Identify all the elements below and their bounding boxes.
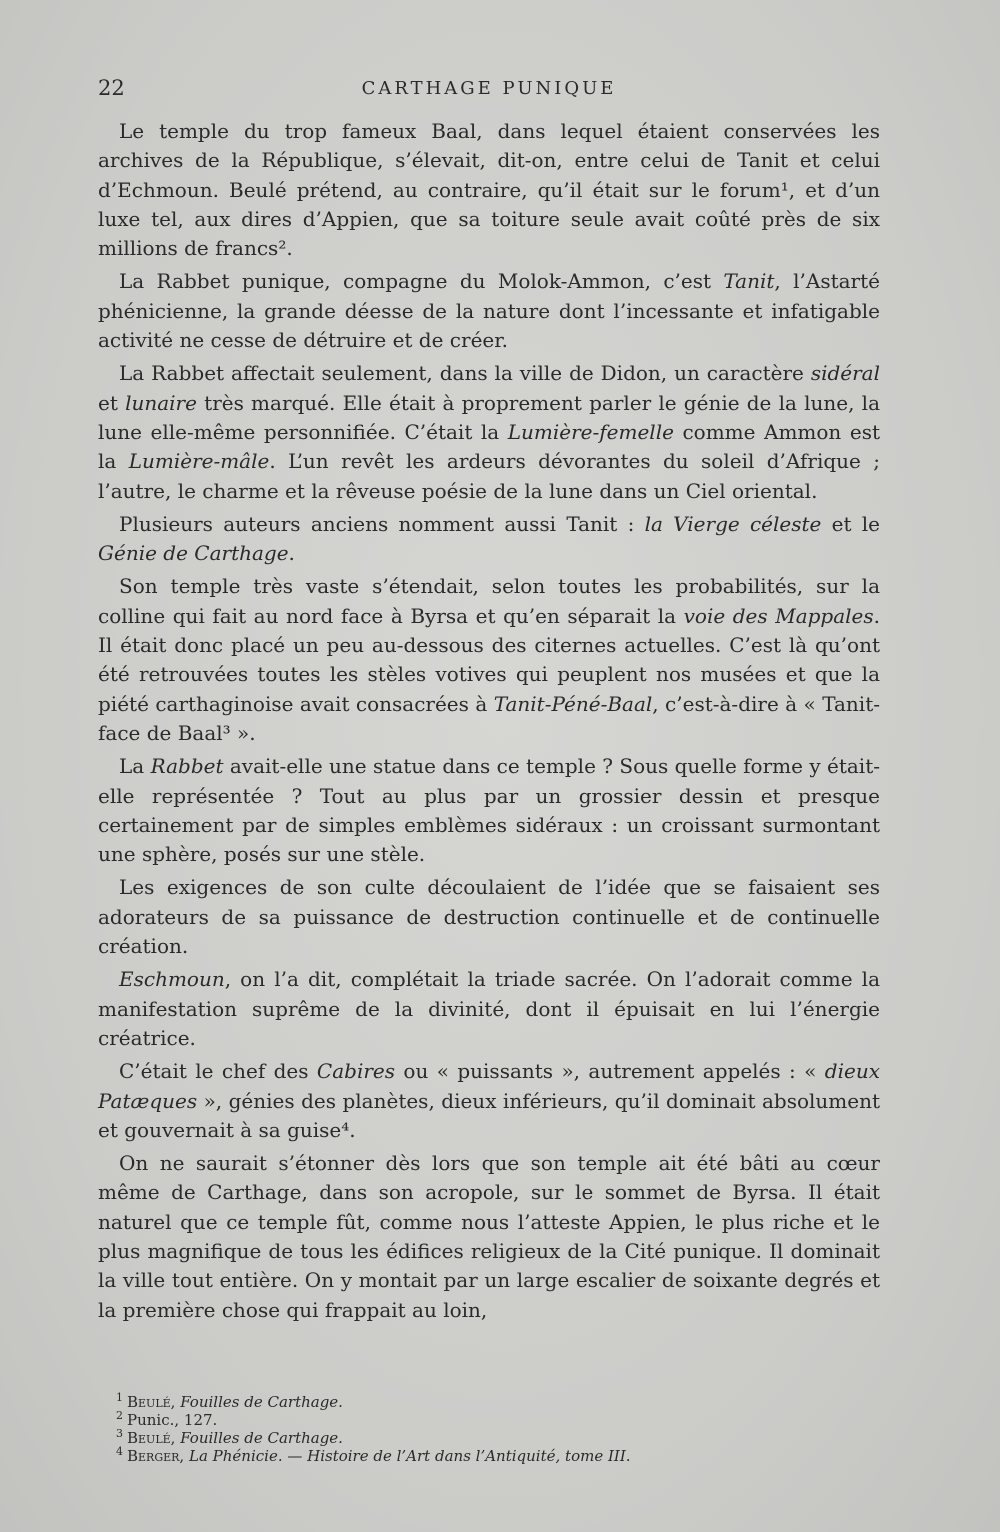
paragraph: Son temple très vaste s’étendait, selon toutes les probabilités, sur la colline qui fait au nord face à Byrsa et qu’en séparait la voie des Mappales. Il était donc placé un peu au-dessous des citernes actuelles. C’est là qu’ont été retrouvées toutes les stèles votives qui peuplent nos musées et que la piété carthaginoise avait consacrées à Tanit-Péné-Baal, c’est-à-dire à « Tanit-face de Baal³ ».	[98, 574, 881, 745]
paragraph: On ne saurait s’étonner dès lors que son temple ait été bâti au cœur même de Carthage, dans son acropole, sur le sommet de Byrsa. Il était naturel que ce temple fût, comme nous l’atteste Appien, le plus riche et le plus magnifique de tous les édifices religieux de la Cité punique. Il dominait la ville tout entière. On y montait par un large escalier de soixante degrés et la première chose qui frappait au loin,	[98, 1151, 880, 1322]
paragraph: La Rabbet affectait seulement, dans la ville de Didon, un caractère sidéral et lunaire très marqué. Elle était à proprement parler le génie de la lune, la lune elle-même personnifiée. C’était la Lumière-femelle comme Ammon est la Lumière-mâle. L’un revêt les ardeurs dévorantes du soleil d’Afrique ; l’autre, le charme et la rêveuse poésie de la lune dans un Ciel oriental.	[98, 361, 880, 503]
footnotes	[116, 1393, 856, 1465]
footnote-number: 2	[116, 1409, 123, 1422]
footnote-number: 4	[116, 1445, 123, 1458]
paragraph: Eschmoun, on l’a dit, complétait la triade sacrée. On l’adorait comme la manifestation suprême de la divinité, dont il épuisait en lui l’énergie créatrice.	[98, 967, 880, 1050]
paragraph: La Rabbet punique, compagne du Molok-Ammon, c’est Tanit, l’Astarté phénicienne, la grande déesse de la nature dont l’incessante et infatigable activité ne cesse de détruire et de créer.	[98, 269, 880, 353]
paragraph: Plusieurs auteurs anciens nomment aussi Tanit : la Vierge céleste et le Génie de Carthage.	[98, 511, 880, 566]
footnote-number: 3	[116, 1427, 123, 1440]
page-header	[98, 76, 880, 106]
footnote-text: Punic., 127.	[127, 1411, 218, 1429]
paragraph: Les exigences de son culte découlaient de l’idée que se faisaient ses adorateurs de sa puissance de destruction continuelle et de continuelle création.	[98, 875, 880, 959]
footnote	[116, 1447, 856, 1465]
footnote-number: 1	[116, 1391, 123, 1404]
footnote-text: Fouilles de Carthage.	[180, 1393, 343, 1411]
footnote-author: Beulé,	[127, 1393, 176, 1411]
footnote-text: Fouilles de Carthage.	[180, 1429, 343, 1447]
page-number: 22	[98, 76, 125, 100]
footnote	[116, 1429, 856, 1447]
footnote-text: La Phénicie. — Histoire de l’Art dans l’Antiquité, tome III.	[188, 1447, 631, 1465]
body-text	[98, 117, 880, 1329]
footnote	[116, 1393, 856, 1411]
footnote-author: Beulé,	[127, 1429, 176, 1447]
footnote-author: Berger,	[127, 1447, 185, 1465]
running-title: CARTHAGE PUNIQUE	[361, 78, 617, 99]
paragraph: C’était le chef des Cabires ou « puissants », autrement appelés : « dieux Patæques », génies des planètes, dieux inférieurs, qu’il dominait absolument et gouvernait à sa guise⁴.	[98, 1059, 880, 1142]
paragraph: Le temple du trop fameux Baal, dans lequel étaient conservées les archives de la République, s’élevait, dit-on, entre celui de Tanit et celui d’Echmoun. Beulé prétend, au contraire, qu’il était sur le forum¹, et d’un luxe tel, aux dires d’Appien, que sa toiture seule avait coûté près de six millions de francs².	[98, 119, 880, 261]
paragraph: La Rabbet avait-elle une statue dans ce temple ? Sous quelle forme y était-elle représentée ? Tout au plus par un grossier dessin et presque certainement par de simples emblèmes sidéraux : un croissant surmontant une sphère, posés sur une stèle.	[98, 754, 880, 867]
footnote	[116, 1411, 856, 1429]
